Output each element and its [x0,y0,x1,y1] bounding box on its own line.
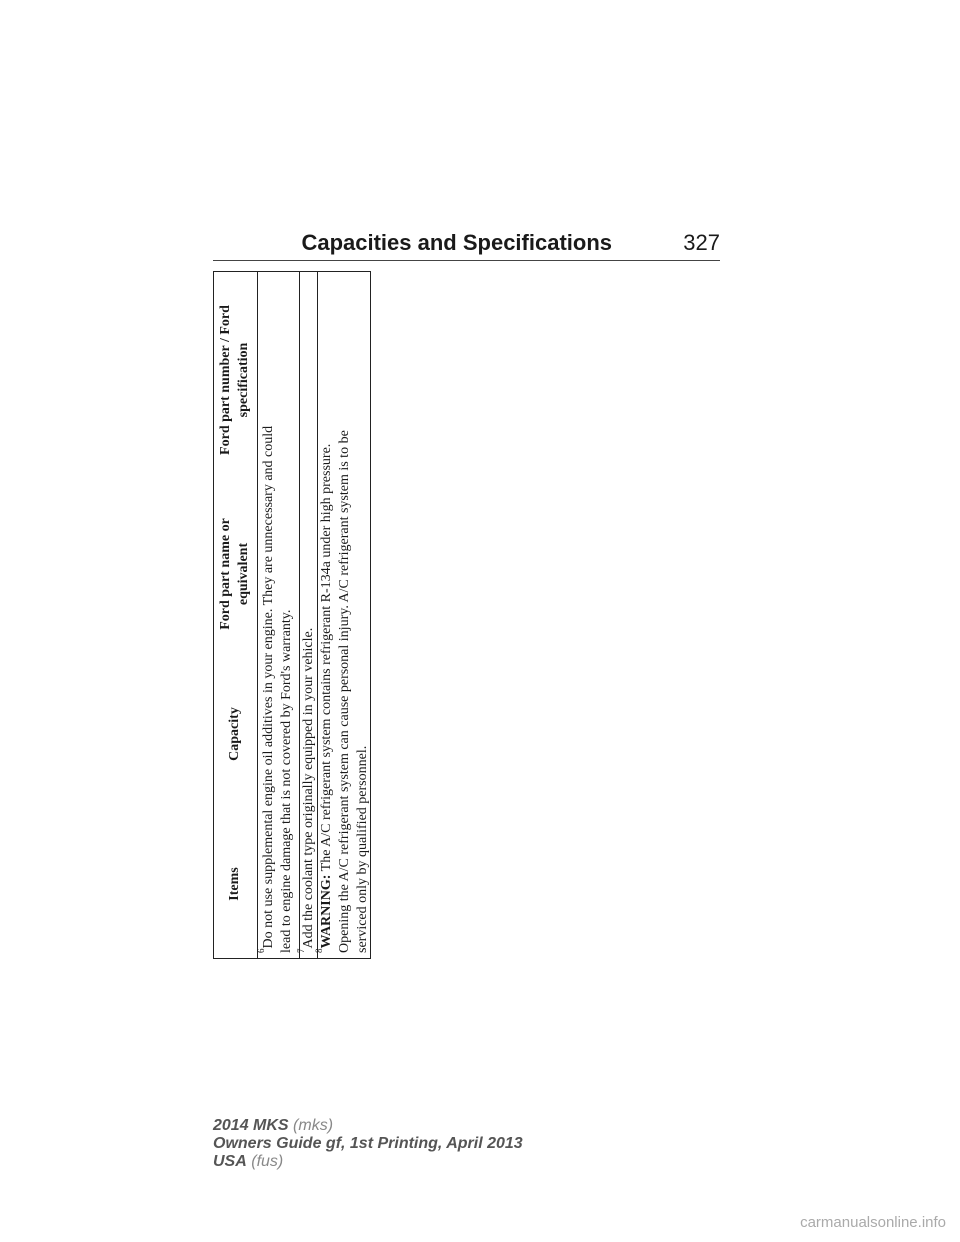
document-footer [213,1117,523,1171]
footnote-text: Add the coolant type originally equipped in your vehicle. [301,627,316,949]
footer-region: USA [213,1153,247,1170]
footnote-marker: 6 [256,948,267,953]
column-header-capacity: Capacity [227,707,242,761]
watermark: carmanualsonline.info [800,1214,946,1231]
footer-region-code: (fus) [251,1153,284,1170]
footer-model-code: (mks) [293,1117,334,1134]
column-header-items: Items [227,867,242,901]
header-divider [213,260,720,261]
footnote-7 [296,277,318,953]
footer-guide-line [213,1135,523,1153]
specifications-table [213,271,371,959]
footnote-line: Opening the A/C refrigerant system can cause personal injury. A/C refrigerant system is to be [337,430,352,953]
footnote-line: lead to engine damage that is not covered by Ford's warranty. [279,609,294,953]
column-header-part-name [213,489,257,659]
footnote-6 [256,277,296,953]
footer-region-line [213,1153,523,1171]
page-number: 327 [683,230,720,255]
warning-label: WARNING: [319,874,334,949]
footnote-marker: 7 [296,948,307,953]
footer-model-line [213,1117,523,1135]
table-header-row [213,271,257,959]
footnote-line [296,277,318,953]
footnote-line [256,277,278,953]
footnote-line: serviced only by qualified personnel. [355,745,370,953]
row-divider [257,271,258,959]
footnote-line [314,277,336,953]
page-title: Capacities and Specifications [301,230,612,255]
footer-model: 2014 MKS [213,1117,289,1134]
footnote-marker: 8 [314,948,325,953]
column-header-part-name-text: Ford part name or equivalent [218,518,251,630]
footnote-8-warning [314,277,372,953]
footnote-text: The A/C refrigerant system contains refrigerant R-134a under high pressure. [319,443,334,875]
footnote-text: Do not use supplemental engine oil additives in your engine. They are unnecessary and could [261,425,276,949]
column-header-part-number [213,271,257,489]
footer-guide: Owners Guide gf, 1st Printing, April 2013 [213,1135,523,1152]
column-header-part-number-text: Ford part number / Ford specification [218,305,251,455]
